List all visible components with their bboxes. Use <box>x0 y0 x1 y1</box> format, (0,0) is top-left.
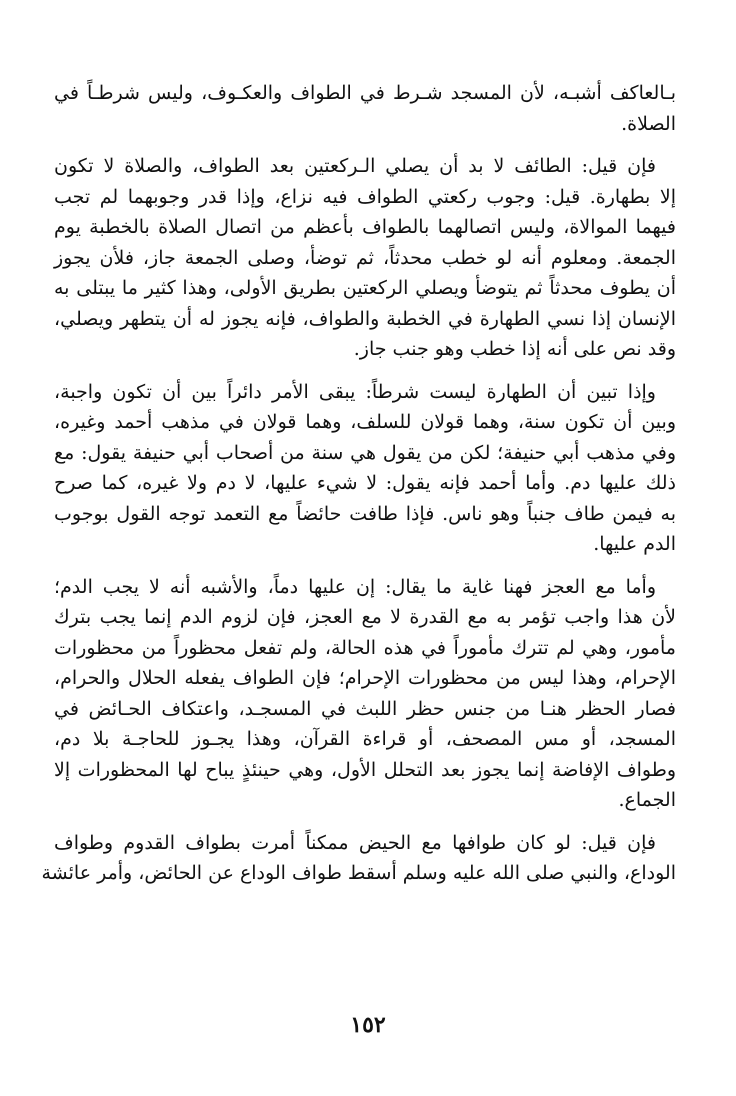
text-line: الإنسان إذا نسي الطهارة في الخطبة والطواف، فإنه يجوز له أن يتطهر ويصلي، <box>54 307 676 330</box>
text-line: الإحرام، وهذا ليس من محظورات الإحرام؛ فإن الطواف يفعله الحلال والحرام، <box>54 667 676 689</box>
text-line: الدم عليها. <box>593 533 676 555</box>
text-line: به فيمن طاف جنباً وهو ناس. فإذا طافت حائضاً مع التعمد توجه القول بوجوب <box>54 502 676 525</box>
text-line: الصلاة. <box>621 112 676 135</box>
text-line: وبين أن تكون سنة، وهما قولان للسلف، وهما قولان في مذهب أحمد وغيره، <box>54 411 676 433</box>
paragraph-5 <box>41 828 676 889</box>
text-line: الوداع، والنبي صلى الله عليه وسلم أسقط طواف الوداع عن الحائض، وأمر عائشة <box>41 862 676 884</box>
text-line: فيهما الموالاة، وليس اتصالهما بالطواف بأعظم من اتصال الصلاة بالخطبة يوم <box>54 216 676 238</box>
text-line: وقد نص على أنه إذا خطب وهو جنب جاز. <box>353 338 676 360</box>
paragraph-4 <box>54 572 676 816</box>
text-line: وفي مذهب أبي حنيفة؛ لكن من يقول هي سنة من أصحاب أبي حنيفة يقول: مع <box>54 441 676 464</box>
text-line: المسجد، أو مس المصحف، أو قراءة القرآن، وهذا يجـوز للحاجـة بلا دم، <box>54 728 676 750</box>
text-line: ذلك عليها دم. وأما أحمد فإنه يقول: لا شيء عليها، لا دم ولا غيره، كما صرح <box>54 472 676 494</box>
text-line: فإن قيل: الطائف لا بد أن يصلي الـركعتين بعد الطواف، والصلاة لا تكون <box>54 155 656 177</box>
text-line: وطواف الإفاضة إنما يجوز بعد التحلل الأول، وهي حينئذٍ يباح لها المحظورات إلا <box>54 758 676 781</box>
paragraph-1 <box>54 78 676 139</box>
paragraph-3 <box>54 377 676 560</box>
text-line: إلا بطهارة. قيل: وجوب ركعتي الطواف فيه نزاع، وإذا قدر وجوبهما لم تجب <box>54 185 676 208</box>
text-line: فإن قيل: لو كان طوافها مع الحيض ممكناً أمرت بطواف القدوم وطواف <box>54 831 656 854</box>
text-line: أن يطوف محدثاً ثم يتوضأ ويصلي الركعتين بطريق الأولى، وهذا كثير ما يبتلى به <box>54 277 676 299</box>
text-line: وأما مع العجز فهنا غاية ما يقال: إن عليها دماً، والأشبه أنه لا يجب الدم؛ <box>54 575 656 598</box>
text-line: بـالعاكف أشبـه، لأن المسجد شـرط في الطواف والعكـوف، وليس شرطـاً في <box>54 82 676 104</box>
text-line: الجمعة. ومعلوم أنه لو خطب محدثاً، ثم توضأ، وصلى الجمعة جاز، فلأن يجوز <box>54 246 676 269</box>
page-number: ١٥٢ <box>350 1012 386 1038</box>
text-line: وإذا تبين أن الطهارة ليست شرطاً: يبقى الأمر دائراً بين أن تكون واجبة، <box>54 380 656 403</box>
paragraph-2 <box>54 151 676 365</box>
text-line: الجماع. <box>618 789 676 811</box>
text-line: مأمور، وهي لم تترك مأموراً في هذه الحالة، ولم تفعل محظوراً من محظورات <box>54 636 676 659</box>
text-line: لأن هذا واجب تؤمر به مع القدرة لا مع العجز، فإن لزوم الدم إنما يجب بترك <box>54 606 676 628</box>
text-line: فصار الحظر هنـا من جنس حظر اللبث في المسجـد، واعتكاف الحـائض في <box>54 697 676 720</box>
